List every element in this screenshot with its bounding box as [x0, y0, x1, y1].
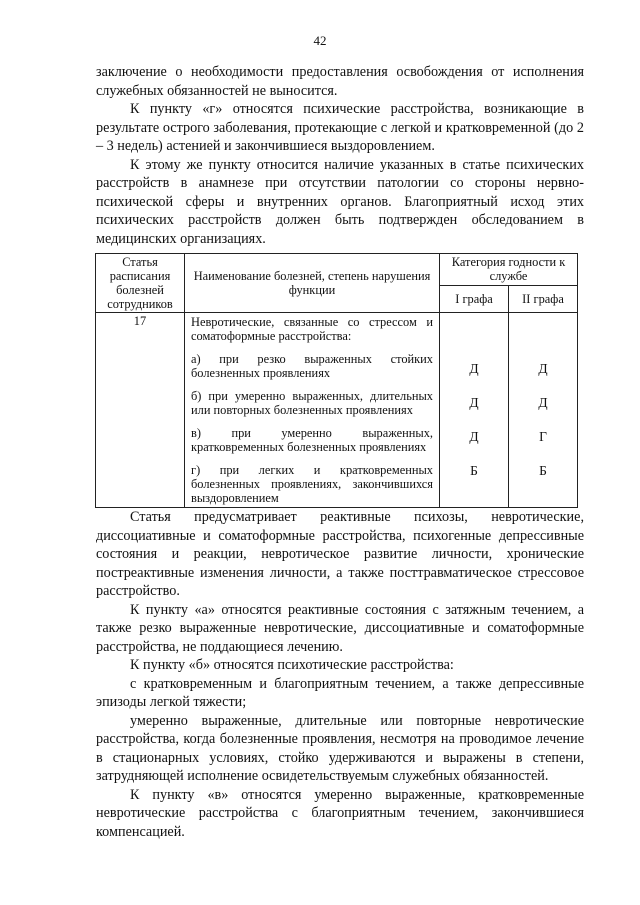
grafa-2-column [509, 313, 578, 508]
disease-intro: Невротические, связанные со стрессом и соматоформные расстройства: [191, 315, 433, 343]
table-row [96, 313, 578, 508]
disease-item-a: а) при резко выраженных стойких болезненных проявлениях [191, 352, 433, 380]
paragraph: К пункту «в» относятся умеренно выраженные, кратковременные невротические расстройства с благоприятным течением, закончившиеся компенсацией. [96, 786, 584, 840]
category-mark: Д [469, 429, 479, 444]
header-category: Категория годности к службе [440, 254, 578, 286]
paragraph: К пункту «г» относятся психические расстройства, возникающие в результате острого заболевания, протекающие с легкой и кратковременной (до 2 – 3 недель) астенией и закончившиеся выздоровлением. [96, 101, 584, 154]
header-grafa-1: I графа [440, 285, 509, 312]
category-mark: Б [470, 463, 478, 478]
paragraph: К пункту «б» относятся психотические расстройства: [130, 657, 454, 673]
category-mark: Д [538, 361, 548, 376]
category-mark: Д [538, 395, 548, 410]
category-mark: Д [469, 361, 479, 376]
header-name: Наименование болезней, степень нарушения функции [185, 254, 440, 313]
paragraph: заключение о необходимости предоставления освобождения от исполнения служебных обязанностей не выносится. [96, 64, 584, 99]
disease-list [185, 313, 440, 508]
disease-item-b: б) при умеренно выраженных, длительных или повторных болезненных проявлениях [191, 389, 433, 417]
bottom-text-block [96, 508, 584, 841]
top-text-block [96, 63, 584, 248]
paragraph: с кратковременным и благоприятным течением, а также депрессивные эпизоды легкой тяжести; [96, 675, 584, 710]
disease-table [95, 253, 578, 508]
table-header-row [96, 254, 578, 286]
paragraph: умеренно выраженные, длительные или повторные невротические расстройства, когда болезненные проявления, несмотря на проводимое лечение в стационарных условиях, стойко удерживаются и выражены в степени, затрудняющей исполнение освидетельствуемым служебных обязанностей. [96, 712, 584, 784]
disease-item-g: г) при легких и кратковременных болезненных проявлениях, закончившихся выздоровлением [191, 463, 433, 505]
category-mark: Г [539, 429, 547, 444]
category-mark: Б [539, 463, 547, 478]
header-article: Статья расписания болезней сотрудников [96, 254, 185, 313]
header-grafa-2: II графа [509, 285, 578, 312]
paragraph: К пункту «а» относятся реактивные состояния с затяжным течением, а также резко выраженные невротические, диссоциативные и соматоформные расстройства, не поддающиеся лечению. [96, 601, 584, 655]
page-number: 42 [313, 33, 327, 48]
paragraph: К этому же пункту относится наличие указанных в статье психических расстройств в анамнезе при отсутствии патологии со стороны нервно-психической сферы и внутренних органов. Благоприятный исход этих психических расстройств должен быть подтвержден обследованием в медицинских организациях. [96, 156, 584, 247]
grafa-1-column [440, 313, 509, 508]
disease-item-v: в) при умеренно выраженных, кратковременных болезненных проявлениях [191, 426, 433, 454]
category-mark: Д [469, 395, 479, 410]
article-number: 17 [96, 313, 185, 508]
paragraph: Статья предусматривает реактивные психозы, невротические, диссоциативные и соматоформные расстройства, психогенные депрессивные состояния и реакции, невротическое развитие личности, хронические постреактивные изменения личности, а также посттравматическое стрессовое расстройство. [96, 509, 584, 599]
